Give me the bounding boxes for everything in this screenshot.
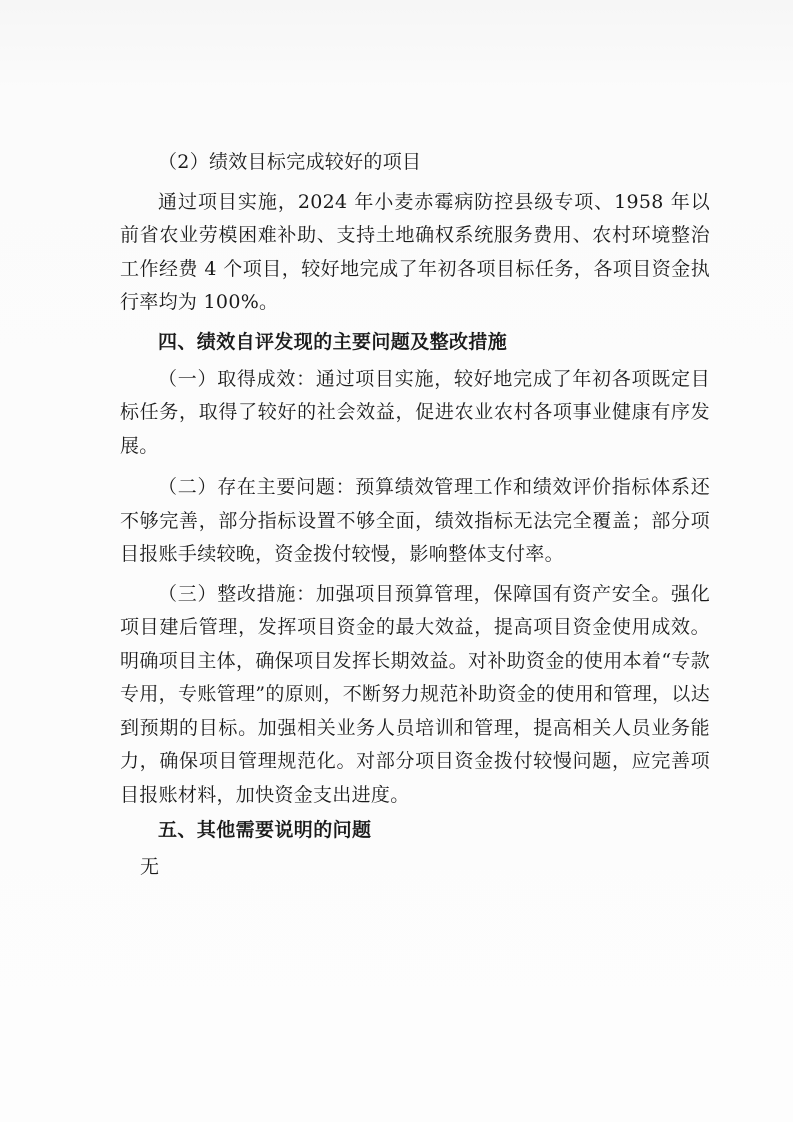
paragraph-problems: （二）存在主要问题：预算绩效管理工作和绩效评价指标体系还不够完善，部分指标设置不够全面，绩效指标无法完全覆盖；部分项目报账手续较晚，资金拨付较慢，影响整体支付率。 — [120, 476, 710, 565]
section-2-title: （2）绩效目标完成较好的项目 — [158, 151, 422, 173]
paragraph-measures: （三）整改措施：加强项目预算管理，保障国有资产安全。强化项目建后管理，发挥项目资金的最大效益，提高项目资金使用成效。明确项目主体，确保项目发挥长期效益。对补助资金的使用本着“专款专用，专账管理”的原则，不断努力规范补助资金的使用和管理，以达到预期的目标。加强相关业务人员培训和管理，提高相关人员业务能力，确保项目管理规范化。对部分项目资金拨付较慢问题，应完善项目报账材料，加快资金支出进度。 — [120, 582, 710, 806]
heading-problems-and-measures: 四、绩效自评发现的主要问题及整改措施 — [158, 330, 508, 353]
document-body — [120, 146, 710, 885]
heading-other-issues: 五、其他需要说明的问题 — [158, 819, 372, 841]
paragraph-results: （一）取得成效：通过项目实施，较好地完成了年初各项既定目标任务，取得了较好的社会效益，促进农业农村各项事业健康有序发展。 — [120, 367, 710, 457]
section-2-body: 通过项目实施，2024 年小麦赤霉病防控县级专项、1958 年以前省农业劳模困难补助、支持土地确权系统服务费用、农村环境整治工作经费 4 个项目，较好地完成了年初各项目标任务，各项目资金执行率均为 100%。 — [120, 190, 710, 313]
paragraph-none: 无 — [140, 856, 160, 878]
